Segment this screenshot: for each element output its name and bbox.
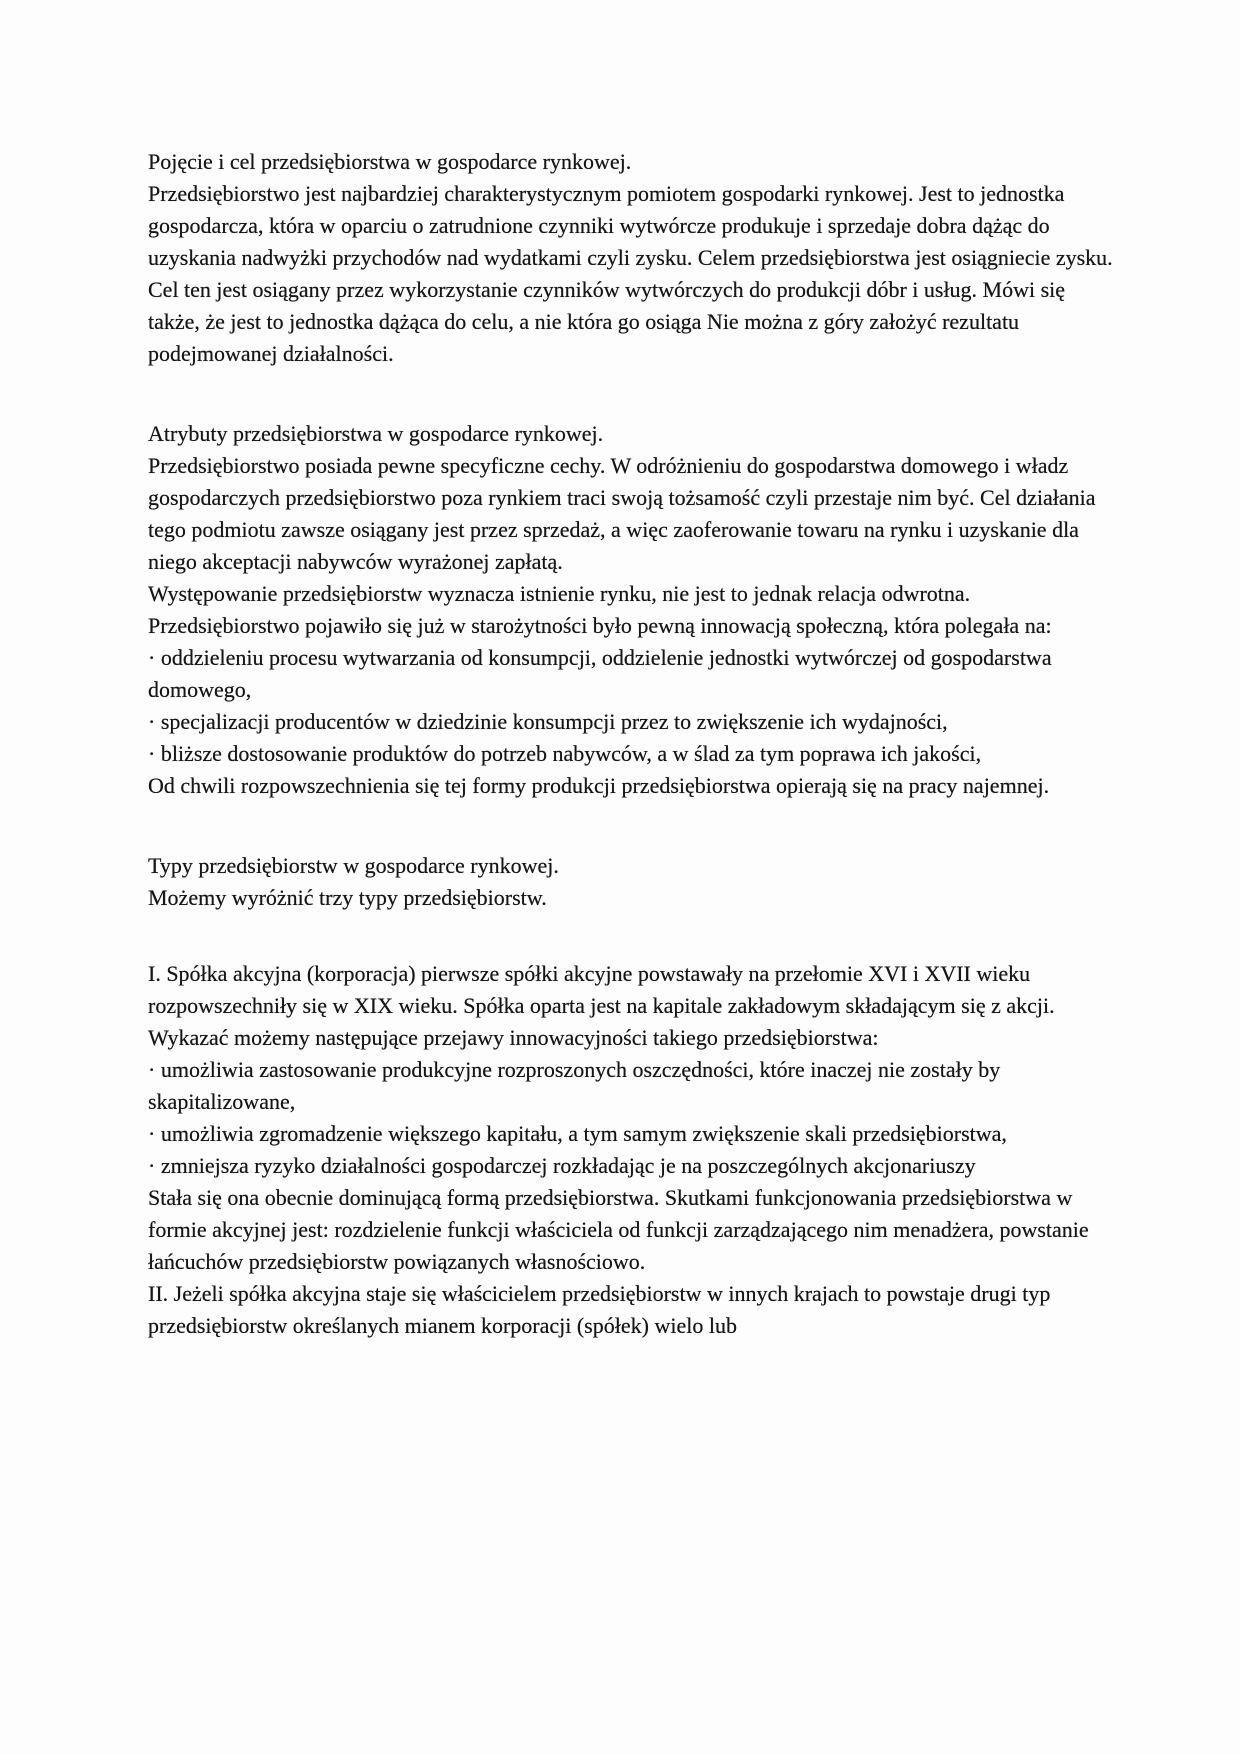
bullet-line: · umożliwia zgromadzenie większego kapitału, a tym samym zwiększenie skali przedsiębiorstwa, <box>148 1121 1007 1146</box>
section-spacer <box>148 914 1113 958</box>
bullet-line: · oddzieleniu procesu wytwarzania od konsumpcji, oddzielenie jednostki wytwórczej od gospodarstwa domowego, <box>148 645 1052 702</box>
section-heading: Atrybuty przedsiębiorstwa w gospodarce rynkowej. <box>148 421 604 446</box>
paragraph: Możemy wyróżnić trzy typy przedsiębiorstw. <box>148 885 547 910</box>
paragraph: Przedsiębiorstwo posiada pewne specyficzne cechy. W odróżnieniu do gospodarstwa domowego i władz gospodarczych przedsiębiorstwo poza rynkiem traci swoją tożsamość czyli przestaje nim być. Cel działania tego podmiotu zawsze osiągany jest przez sprzedaż, a więc zaoferowanie towaru na rynku i uzyskanie dla niego akceptacji nabywców wyrażonej zapłatą. <box>148 453 1096 574</box>
paragraph: Przedsiębiorstwo jest najbardziej charakterystycznym pomiotem gospodarki rynkowej. Jest to jednostka gospodarcza, która w oparciu o zatrudnione czynniki wytwórcze produkuje i sprzedaje dobra dążąc do uzyskania nadwyżki przychodów nad wydatkami czyli zysku. Celem przedsiębiorstwa jest osiągniecie zysku. Cel ten jest osiągany przez wykorzystanie czynników wytwórczych do produkcji dóbr i usług. Mówi się także, że jest to jednostka dążąca do celu, a nie która go osiąga Nie można z góry założyć rezultatu podejmowanej działalności. <box>148 181 1113 366</box>
section-spacer <box>148 370 1113 418</box>
paragraph: II. Jeżeli spółka akcyjna staje się właścicielem przedsiębiorstw w innych krajach to powstaje drugi typ przedsiębiorstw określanych mianem korporacji (spółek) wielo lub <box>148 1281 1051 1338</box>
section-heading: Typy przedsiębiorstw w gospodarce rynkowej. <box>148 853 559 878</box>
bullet-line: · bliższe dostosowanie produktów do potrzeb nabywców, a w ślad za tym poprawa ich jakości, <box>148 741 982 766</box>
section-heading: Pojęcie i cel przedsiębiorstwa w gospodarce rynkowej. <box>148 149 632 174</box>
bullet-line: · umożliwia zastosowanie produkcyjne rozproszonych oszczędności, które inaczej nie zostały by skapitalizowane, <box>148 1057 1001 1114</box>
paragraph: Od chwili rozpowszechnienia się tej formy produkcji przedsiębiorstwa opierają się na pracy najemnej. <box>148 773 1050 798</box>
bullet-line: · zmniejsza ryzyko działalności gospodarczej rozkładając je na poszczególnych akcjonariuszy <box>148 1153 976 1178</box>
document-body <box>148 146 1113 1342</box>
paragraph: Stała się ona obecnie dominującą formą przedsiębiorstwa. Skutkami funkcjonowania przedsiębiorstwa w formie akcyjnej jest: rozdzielenie funkcji właściciela od funkcji zarządzającego nim menadżera, powstanie łańcuchów przedsiębiorstw powiązanych własnościowo. <box>148 1185 1089 1274</box>
paragraph: I. Spółka akcyjna (korporacja) pierwsze spółki akcyjne powstawały na przełomie XVI i XVII wieku rozpowszechniły się w XIX wieku. Spółka oparta jest na kapitale zakładowym składającym się z akcji. Wykazać możemy następujące przejawy innowacyjności takiego przedsiębiorstwa: <box>148 961 1055 1050</box>
paragraph: Występowanie przedsiębiorstw wyznacza istnienie rynku, nie jest to jednak relacja odwrotna. Przedsiębiorstwo pojawiło się już w starożytności było pewną innowacją społeczną, która polegała na: <box>148 581 1052 638</box>
bullet-line: · specjalizacji producentów w dziedzinie konsumpcji przez to zwiększenie ich wydajności, <box>148 709 948 734</box>
section-spacer <box>148 802 1113 850</box>
